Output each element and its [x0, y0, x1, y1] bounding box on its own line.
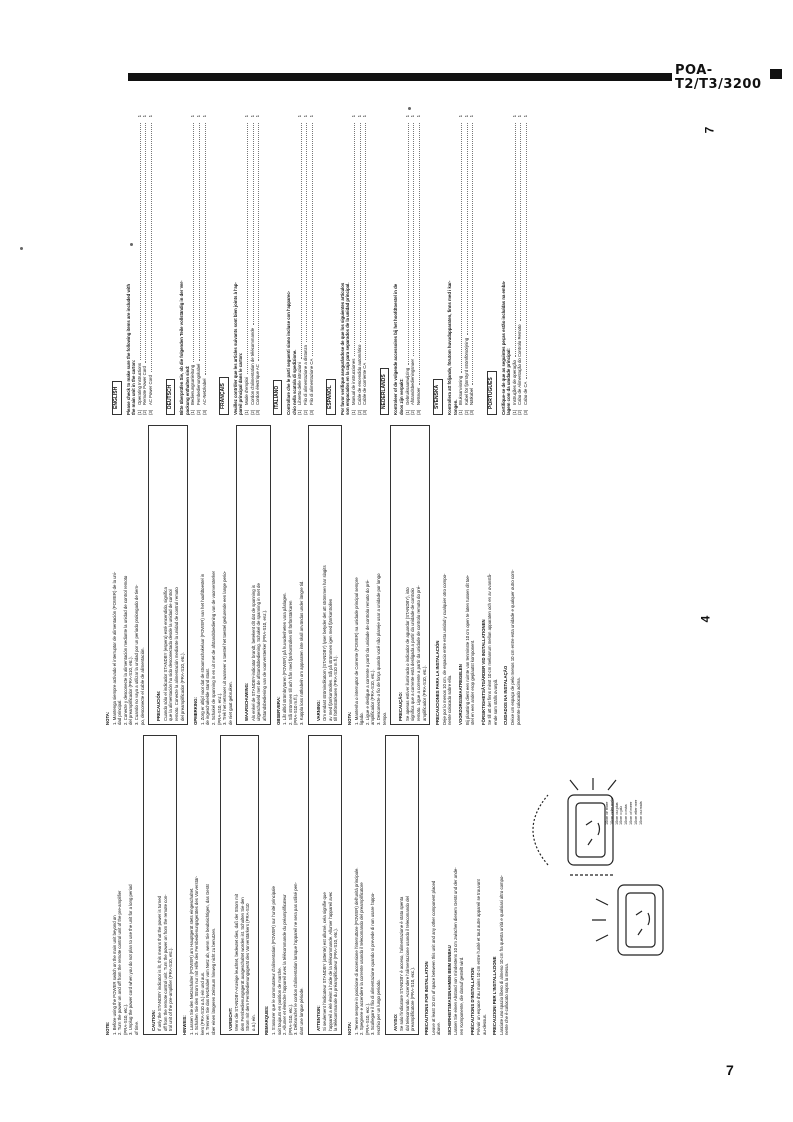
install-sections-middle: [435, 425, 521, 725]
attention-box: [308, 735, 342, 1035]
language-label: NEDERLANDS: [380, 368, 390, 415]
text-line: 1. Zorg er altijd voor dat de stroomschakelaar (POWER) van het hoofdtoestel in: [199, 573, 205, 725]
text-line: 3. Scollegare il filo di alimentazione quando si prevede di non usare l'appa-: [370, 892, 376, 1035]
text-line: 2. Allumer et éteindre l'appareil avec la télécommande du préamplificateur: [282, 894, 288, 1035]
text-line: (PRA-S10, enz.).: [216, 692, 222, 725]
language-label: PORTUGUÊS: [487, 371, 497, 415]
item-label: Nätkabel: [469, 388, 475, 405]
item-label: AC-Netzkabel: [201, 378, 207, 405]
leader-dots: [523, 123, 527, 379]
install-section-title: PRECAUCIONES PARA LA INSTALACIÓN: [435, 640, 441, 725]
precaucion-title: PRECAUCIÓN:: [156, 690, 162, 721]
item-quantity: 1: [351, 115, 357, 118]
item-label: Libretto delle istruzioni: [297, 362, 303, 405]
text-line: 10cm o más: [624, 804, 629, 825]
text-line: dem Fernbedienungsgerät ausgeschaltet worden ist. Schalten Sie den: [239, 897, 245, 1031]
install-section-line: Lasciate uno spazio libero di almeno 10 cm fra questa unità e qualsiasi altro compo-: [498, 875, 504, 1035]
waarschuwing-title: WAARSCHUWING:: [244, 682, 250, 721]
install-section-line: nente che è collocato sopra la stessa.: [504, 963, 510, 1035]
checklist-intro: son empacados en la caja para separados de la unidad principal.: [345, 282, 351, 415]
nota-pt-title: NOTA:: [347, 711, 352, 725]
item-quantity: 1: [517, 115, 523, 118]
text-line: Strom mit dem Fernbedienungsgerät des Vorverstärkers (PRA-S10: [245, 903, 251, 1031]
precaucion-box: [148, 425, 188, 725]
item-label: Operating Instructions: [136, 362, 142, 405]
unit-body-left: [618, 885, 663, 955]
text-line: 2. Schalten Sie den Strom nur mit Hilfe des Fernbedienungsgerätes des Vorverstär-: [194, 875, 200, 1035]
air-arrows: [592, 899, 608, 941]
observera-lines: [282, 425, 304, 725]
item-label: Instruções de operação: [511, 360, 517, 405]
checklist-intro: tongen.: [452, 399, 458, 415]
install-section-title: SICHERHEITSMASSNAHMEN BEIM EINBAU: [446, 945, 452, 1035]
text-line: amplificador (PRA-S10, etc.).: [421, 665, 427, 721]
waarschuwing-lines: [251, 429, 268, 721]
opmerking-title: OPMERKING:: [193, 697, 199, 725]
item-number: (3): [522, 409, 528, 415]
text-line: 10cm ou plus: [614, 802, 619, 825]
leader-dots: [512, 123, 516, 357]
text-line: tempo.: [381, 711, 387, 725]
text-line: (PRA-S10, etc.).: [122, 1003, 128, 1035]
checklist-intro: Veuillez contrôler que les articles suivants sont bien joints à l'ap-: [232, 282, 238, 415]
nota-pt-lines: [354, 425, 388, 725]
avviso-box: [385, 735, 419, 1035]
leader-dots: [137, 123, 141, 360]
install-section-title: PRECAUTIONS FOR INSTALLATION: [423, 961, 429, 1035]
item-number: (2): [463, 409, 469, 415]
checklist-item: [148, 115, 154, 415]
nota-lines: [354, 735, 382, 1035]
language-label: SVENSKA: [433, 379, 443, 415]
text-line: afstandsbediening van de voorversterker (PRA-S10, enz.).: [262, 609, 268, 721]
varning-lines: [322, 429, 339, 721]
install-section-title: FÖRSIKTIGHETSÅTGÄRDER VID INSTALLATIONEN: [480, 619, 486, 725]
item-number: (1): [243, 409, 249, 415]
text-line: 1. Before using the POWER switch on the main unit beyond on: [111, 915, 117, 1035]
checklist-intro: Por favor verifique asegurándose de que los siguientes artículos: [339, 282, 345, 415]
checklist-intro: Controllare che le parti seguenti siano incluse con l'apparec-: [286, 290, 292, 415]
item-number: (3): [362, 409, 368, 415]
vorsicht-title: VORSICHT:: [227, 1007, 233, 1031]
item-label: Netsnoer: [415, 387, 421, 405]
checklist-intro: packung enthalten sind:: [184, 365, 190, 415]
checklist-intro: chio nella scatola di spedizione.: [291, 349, 297, 415]
text-line: off from the remote control unit. Turn the power on from the remote con-: [162, 894, 168, 1031]
item-quantity: 1: [522, 115, 528, 118]
install-section-line: Deje por lo menos 10 cm. de espacio entre esta unidad y cualquier otro compo-: [441, 573, 447, 725]
checklist-item: [362, 115, 368, 415]
text-line: Cuando sólo el indicador STANDBY (espera) esté encendido, significa: [162, 587, 168, 721]
install-section-line: Bij plaatsing dient een ruimte van tenminste 10 cm open te laten tussen dit toe-: [464, 574, 470, 725]
text-line: la télécommande du préamplificateur (PRA-S10, etc.).: [333, 928, 339, 1031]
text-line: 10cm eller mer: [633, 799, 638, 825]
item-quantity: 1: [195, 115, 201, 118]
item-number: (3): [308, 409, 314, 415]
unit-face-marks-left: [636, 911, 650, 935]
unit-face-left: [626, 893, 655, 947]
text-line: 1. S'assurer que le commutateur d'alimentation (POWER) sur l'unité principale: [271, 886, 277, 1035]
item-quantity: 1: [303, 115, 309, 118]
item-number: (1): [190, 409, 196, 415]
text-line: 2. Turn the power on and off from the remote control unit of the pre-amplifier: [117, 890, 123, 1035]
text-line: 1. Låt alltid strömbrytaren (POWER) på huvudenheten vara påslagen.: [282, 592, 288, 725]
avviso-title: AVVISO:: [392, 1013, 398, 1031]
language-label: ENGLISH: [112, 381, 122, 415]
nota-es-title: NOTA:: [105, 711, 110, 725]
waarschuwing-box: [236, 425, 270, 725]
item-quantity: 1: [142, 115, 148, 118]
text-line: remoto. Ligue a corrente a partir da unidade de controlo remoto do pré-: [415, 585, 421, 721]
text-line: 2. Schakel de spanning in en uit met de afstandsbediening van de voorversterker: [210, 570, 216, 725]
item-number: (3): [415, 409, 421, 415]
install-section-line: ponente colocado acima.: [515, 677, 521, 725]
leader-dots: [357, 123, 361, 342]
item-quantity: 1: [410, 115, 416, 118]
text-line: Si seulement l'indicateur STANDBY (attente) est allumé, cela signifie que: [322, 892, 328, 1031]
varning-title: VARNING:: [315, 700, 321, 721]
nota-es-lines: [112, 425, 146, 725]
text-line: Als enkel de STANDBY-indicator brandt, betekent dit dat de spanning is: [250, 585, 256, 721]
leader-dots: [309, 123, 313, 356]
install-section-line: Prévoir un espace d'au moins 10 cm entre l'unité et tout autre appareil se trouvant: [476, 879, 482, 1035]
text-line: trol unit of the pre-amplifier (PRA-S10, etc.).: [168, 947, 174, 1031]
text-line: Se solo l'indicatore STANDBY è acceso, l'alimentazione è stata spenta: [399, 896, 405, 1031]
text-line: (PRA-S10, etc.).: [287, 1003, 293, 1035]
leader-dots: [362, 123, 366, 360]
leader-dots: [142, 123, 146, 363]
avviso-lines: [399, 739, 416, 1031]
text-line: kers (PRA-S10 o.ä.) ein und aus.: [199, 971, 205, 1035]
caution-lines: [157, 739, 174, 1031]
heat-arc: [533, 795, 548, 865]
precaucao-title: PRECAUÇÃO:: [398, 691, 404, 721]
item-number: (1): [458, 409, 464, 415]
item-quantity: 1: [201, 115, 207, 118]
checklist-item: [255, 115, 261, 415]
item-quantity: 1: [362, 115, 368, 118]
item-label: Remote Power Cord: [142, 366, 148, 405]
text-line: dal telecomando. Accendere l'alimentazione usando il telecomando del: [404, 896, 410, 1031]
item-number: (3): [255, 409, 261, 415]
item-label: Cabo de Alimentação do Controlo Remoto: [517, 324, 523, 405]
text-line: (PRA-S10 m.fl.).: [293, 693, 299, 725]
item-label: Fernbedienungskabel: [195, 363, 201, 405]
text-line: 3. Trek het netsnoer uit wanneer u toestel het toestel gedurende een lange perio-: [222, 570, 228, 725]
unit-face-marks-right: [586, 821, 600, 845]
note-title: NOTE:: [105, 1021, 110, 1035]
text-line: 3. Trennen Sie das Netzkabel vom Netz ab, wenn Sie beabsichtigen, das Gerät: [205, 884, 211, 1035]
install-section-line: nente colocado sobre ella.: [447, 674, 453, 725]
item-quantity: 1: [458, 115, 464, 118]
item-label: Cabo de CA: [522, 381, 528, 405]
item-quantity: 1: [147, 115, 153, 118]
language-label: FRANÇAIS: [219, 377, 229, 415]
leader-dots: [303, 123, 307, 342]
text-line: amplificador (PRA-S10, etc.).: [370, 669, 376, 725]
checklist-item: [202, 115, 208, 415]
unit-face-right: [576, 803, 605, 857]
install-section-line: above.: [436, 1022, 442, 1035]
page-number-top: 7: [702, 126, 717, 134]
item-number: (2): [249, 409, 255, 415]
attention-title: ATTENTION:: [315, 1005, 321, 1031]
leader-dots: [469, 123, 473, 385]
text-line: 10cm oder mehr: [609, 797, 614, 825]
text-line: 10cm or more: [605, 801, 609, 825]
leader-dots: [458, 123, 462, 373]
language-label: DEUTSCH: [166, 379, 176, 415]
text-line: 3. Débrancher le cordon d'alimentation lorsque l'appareil ne sera pas utilisé pen-: [293, 882, 299, 1035]
page-number-bottom: 7: [726, 1062, 734, 1078]
install-section-title: PRÉCAUTIONS D'INSTALLATION: [469, 967, 475, 1035]
page-number-middle: 4: [698, 615, 713, 623]
item-label: AC Power Cord: [147, 375, 153, 405]
checklist-item: [309, 115, 315, 415]
item-number: (3): [201, 409, 207, 415]
nota-title: NOTA:: [347, 1021, 352, 1035]
text-line: 3. Unplug the power cord when you do not plan to use the unit for a long period: [128, 884, 134, 1035]
checklist-intro: doos zijn verpakt:: [399, 378, 404, 415]
item-label: Cordon d'alimentation de télécommande: [249, 327, 255, 405]
precaucao-lines: [405, 429, 427, 721]
checklist-intro: lagem com da unidade principal:: [506, 348, 512, 415]
leader-dots: [244, 123, 248, 374]
text-line: recchio per un lungo periodo.: [375, 979, 381, 1035]
language-label: ITALIANO: [273, 380, 283, 415]
precaucion-lines: [163, 429, 185, 721]
leader-dots: [410, 123, 414, 356]
item-quantity: 1: [415, 115, 421, 118]
text-line: dad principal.: [117, 699, 123, 725]
item-label: Filo di alimentazione a distanza: [303, 345, 309, 405]
heat-rays: [570, 778, 616, 790]
text-line: del preamplificador (PRA-S10, etc.).: [179, 652, 185, 721]
checklist-intro: the main unit in the carton:: [131, 359, 137, 415]
text-line: über einen längeren Zeitraum hinweg nicht zu benutzen.: [210, 927, 216, 1035]
text-line: de niet gaat gebruiken.: [227, 681, 233, 725]
checklist-item: [416, 115, 422, 415]
checklist-intro: pareil principal dans le carton:: [238, 352, 244, 415]
item-quantity: 1: [136, 115, 142, 118]
text-line: de ingeschakelde stand staat.: [205, 668, 211, 725]
item-number: (2): [142, 409, 148, 415]
text-line: 3. Cuando no vaya a utilizar la unidad por un período prolongado de tiem-: [133, 584, 139, 725]
item-label: Mode d'emploi: [243, 377, 249, 405]
item-number: (2): [410, 409, 416, 415]
remarques-title: REMARQUES:: [264, 1005, 270, 1035]
text-line: Om endast strömindikatorn (STANDBY) lyser betyder det att strömmen har slagits: [322, 565, 328, 721]
install-sections-left: [424, 735, 510, 1035]
leader-dots: [255, 123, 259, 361]
item-label: Bedienungsanleitung: [190, 364, 196, 405]
checklist-intro: Certifique-se de que as seguintes peças estão incluídas na emba-: [500, 280, 506, 415]
leader-dots: [190, 123, 194, 362]
text-line: Se apenas estiver iluminado o indicador de aguardar (STANDBY), isto: [404, 587, 410, 721]
item-quantity: 1: [511, 115, 517, 118]
text-line: Wenn die STANDBY-Anzeige leuchtet, bedeutet dies, daß der Strom mit: [234, 893, 240, 1031]
text-line: of time.: [133, 1020, 139, 1035]
spacing-legend: [605, 797, 643, 825]
text-line: del preamplificador (PRA-S10, etc.).: [128, 656, 134, 725]
text-line: 2. Conecte y desconecte la alimentación mediante la unidad de control remoto: [122, 575, 128, 725]
item-label: Gebruiksaanwijzing: [404, 367, 410, 405]
text-line: uitgeschakeld met de afstandsbediening. Schakel de spanning in met de: [256, 583, 262, 721]
text-line: que la alimentación ha sido desconectada desde la unidad de control: [168, 589, 174, 721]
item-quantity: 1: [404, 115, 410, 118]
install-section-title: CUIDADOS NA INSTALAÇÃO: [503, 665, 509, 725]
item-quantity: 1: [469, 115, 475, 118]
text-line: 2. Slå strömmen till och från med fjärrkontrollen till förförstärkaren: [287, 600, 293, 725]
text-line: 10cm ou mais: [638, 801, 643, 825]
item-quantity: 1: [255, 115, 261, 118]
item-number: (3): [469, 409, 475, 415]
install-section-line: ren Komponente, die darauf gestellt wird.: [458, 956, 464, 1035]
install-section-line: Se till att det finns minst 10 cm mellanrum mellan apparaten och en av ovanstå-: [487, 573, 493, 725]
item-number: (1): [136, 409, 142, 415]
item-quantity: 1: [356, 115, 362, 118]
text-line: 1. Mantenga siempre activado el interruptor de alimentación (POWER) de la uni-: [111, 571, 117, 725]
item-number: (2): [356, 409, 362, 415]
note-lines: [112, 735, 140, 1035]
language-label: ESPAÑOL: [326, 379, 336, 415]
text-line: significa que a corrente está desligada a partir da unidade de controlo: [410, 588, 416, 721]
vorsicht-box: [220, 735, 260, 1035]
install-section-line: stel en een ander erop geplaatst komponent.: [470, 639, 476, 725]
varning-box: [308, 425, 342, 725]
text-line: 3. Koppla loss nätkabeln om apparaten inte skall användas under längre tid.: [299, 580, 305, 725]
text-line: soit toujours en position de marche.: [276, 967, 282, 1035]
leader-dots: [202, 123, 206, 375]
rotated-page-content: [100, 95, 720, 1035]
leader-dots: [405, 123, 409, 365]
leader-dots: [517, 123, 521, 322]
opmerking-lines: [200, 425, 234, 725]
text-line: dant une longue période.: [299, 987, 305, 1035]
text-line: preamplificatore (PRA-S10, ecc.).: [410, 967, 416, 1031]
remarques-lines: [271, 735, 305, 1035]
hinweis-title: HINWEIS:: [181, 1015, 187, 1035]
leader-dots: [416, 123, 420, 385]
leader-dots: [351, 123, 355, 356]
item-quantity: 1: [308, 115, 314, 118]
install-section-line: Leave at least 10 cm of space between this unit and any other component placed: [430, 880, 436, 1035]
item-quantity: 1: [190, 115, 196, 118]
model-label: POA-T2/T3/3200: [672, 64, 793, 92]
item-number: (1): [404, 409, 410, 415]
install-section-line: Deixe um espaço de pelo menos 10 cm entre esta unidade e qualquer outro com-: [510, 569, 516, 725]
item-number: (2): [517, 409, 523, 415]
leader-dots: [464, 123, 468, 335]
text-line: remoto. Conecte la alimentación mediante la unidad de control remoto: [173, 587, 179, 721]
text-line: 3. Desconecte o fio de força quando você não planeje usar a unidade por longo: [375, 573, 381, 725]
text-line: 1. Tenere sempre in posizione di accensione l'interruttore (POWER) dell'unità principale.: [353, 867, 359, 1035]
item-label: Manual de instrucciones: [351, 358, 357, 405]
attention-lines: [322, 739, 339, 1031]
item-quantity: 1: [243, 115, 249, 118]
checklist-intro: Bitte überprüfen Sie, ob die folgenden Teile vollständig in der Ver-: [179, 280, 185, 415]
item-label: Kabel för fjärrstyrd strömförsörjning: [463, 337, 469, 405]
text-line: 10cm o più: [619, 806, 624, 825]
item-number: (3): [147, 409, 153, 415]
left-column: [100, 735, 510, 1035]
text-line: po, desconecte el cable de alimentación.: [139, 647, 145, 725]
checklist-intro: Kontrollera att följande, förutom huvudapparaten, finns med i kar-: [446, 280, 452, 415]
item-label: Bruksanvisning: [458, 375, 464, 405]
checklist-intro: Please check to make sure the following items are included with: [125, 283, 131, 415]
text-line: till förförstärkaren (PRA-S10 m.fl.).: [333, 655, 339, 721]
item-label: Afstandsbedieningsnoer: [410, 358, 416, 405]
install-section-title: PRECAUZIONI PER L'INSTALLAZIONE: [492, 956, 498, 1035]
install-section-line: Lassen Sie einen Abstand von mindestens 10 cm zwischen diesem Gerät und der ande-: [453, 867, 459, 1035]
text-line: 1. Lassen Sie den Netzschalter (POWER) am Hauptgerät stets eingeschaltet.: [188, 887, 194, 1035]
leader-dots: [148, 123, 152, 372]
middle-column: [100, 425, 521, 725]
text-line: l'appareil a été éteint à l'aide de la télécommande. Allumer l'appareil avec: [327, 891, 333, 1031]
item-quantity: 1: [463, 115, 469, 118]
item-quantity: 1: [249, 115, 255, 118]
text-line: o.ä.) ein.: [250, 1014, 256, 1031]
text-line: 2. Spegnere e accendere la corrente usando il telecomando del preamplificatore: [359, 882, 365, 1035]
text-line: If only the STANDBY indicator is lit, this means that the power is turned: [157, 895, 163, 1031]
item-label: Cable de corriente CA: [362, 362, 368, 405]
item-label: Cable de encendido automático: [356, 344, 362, 405]
installation-illustration: [508, 735, 708, 975]
text-line: 10cm of meer: [628, 801, 633, 825]
text-line: av med fjärrkontrollen. Slå på strömmen igen med fjärrkontrollen: [327, 598, 333, 721]
leader-dots: [196, 123, 200, 361]
precaucao-box: [390, 425, 430, 725]
leader-dots: [297, 123, 301, 359]
item-label: Cordon électrique AC: [255, 364, 261, 405]
text-line: 2. Ligue e desligue a corrente a partir da unidade de controlo remoto do pré-: [364, 579, 370, 725]
install-section-line: au-dessus.: [481, 1013, 487, 1035]
caution-box: [143, 735, 177, 1035]
banner-end-block: [770, 69, 782, 79]
item-number: (1): [511, 409, 517, 415]
checklist-intro: Kontroleer of de volgende accessoires bij het hoofdtoestel in de: [393, 283, 399, 415]
item-label: Filo di alimentazione CA: [308, 358, 314, 405]
item-number: (1): [351, 409, 357, 415]
observera-title: OBSERVERA:: [275, 696, 281, 725]
text-line: ligado.: [359, 712, 365, 725]
text-line: 1. Mantenha o interruptor de Corrente (POWER) na unidade principal sempre: [353, 577, 359, 725]
vorsicht-lines: [234, 739, 256, 1031]
item-number: (2): [195, 409, 201, 415]
hinweis-lines: [189, 735, 217, 1035]
checklist-item: [469, 115, 475, 415]
caution-title: CAUTION:: [150, 1009, 156, 1031]
item-number: (2): [303, 409, 309, 415]
scan-dot: [20, 247, 23, 250]
leader-dots: [250, 123, 254, 325]
install-section-title: VOORZORGSMAATREGELEN: [457, 664, 463, 725]
install-section-line: ende som ställs ovanpå.: [492, 678, 498, 725]
item-number: (1): [297, 409, 303, 415]
text-line: (PRA-S10, ecc.).: [364, 1002, 370, 1035]
right-column-accessories: [100, 115, 529, 415]
item-quantity: 1: [297, 115, 303, 118]
checklist-item: [523, 115, 529, 415]
